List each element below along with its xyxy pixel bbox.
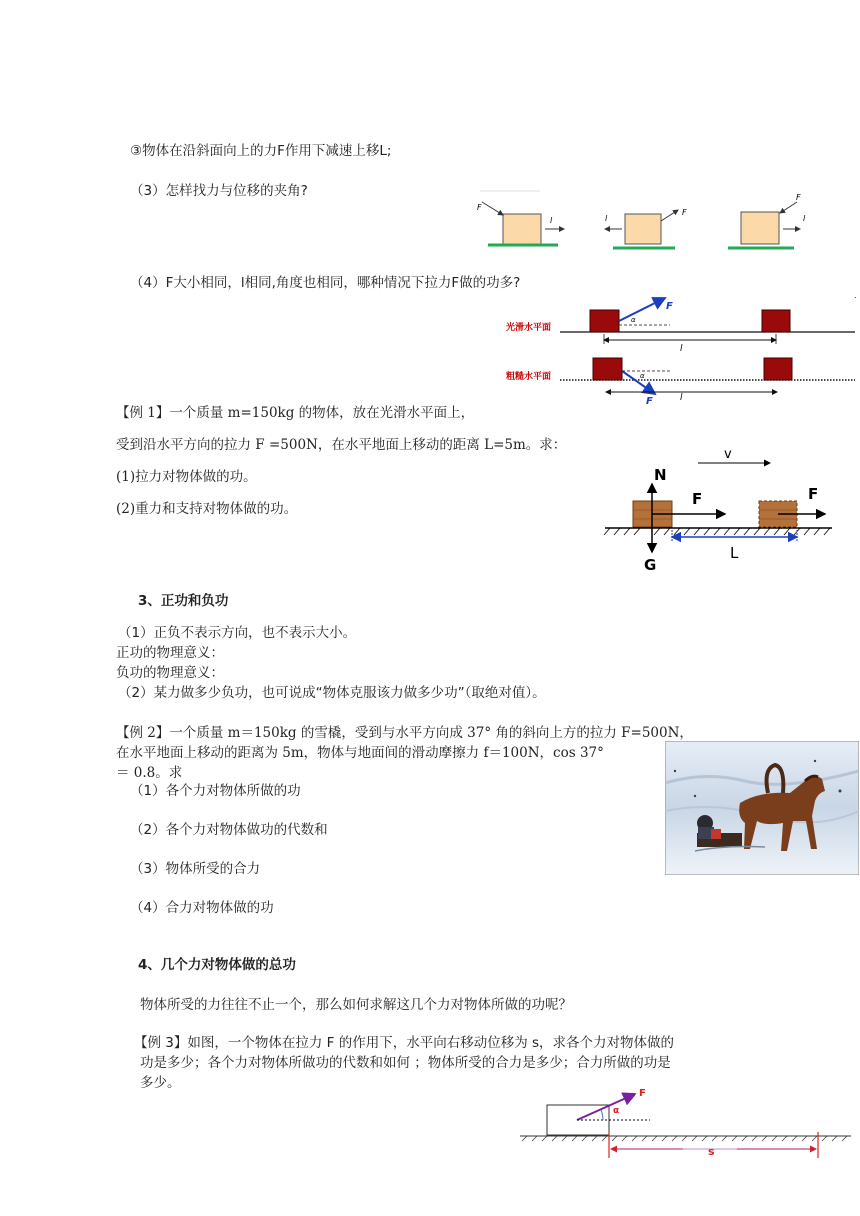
force-label: F (682, 208, 687, 217)
force-arrow (780, 202, 797, 213)
force-angle-figure (470, 188, 820, 254)
displacement-label: l (605, 214, 608, 223)
smooth-rough-figure (500, 288, 860, 406)
force-label: F (639, 1088, 646, 1099)
displacement-label: l (680, 393, 683, 403)
force-label: F (646, 396, 653, 406)
text-line: （1）各个力对物体所做的功 (130, 783, 301, 799)
force-arrow (622, 371, 655, 394)
force-label: F (666, 301, 673, 312)
displacement-label: l (550, 216, 553, 225)
block (741, 212, 779, 244)
smooth-surface-label: 光滑水平面 (506, 323, 552, 333)
displacement-label: l (803, 214, 806, 223)
force-displacement-figure (515, 1082, 855, 1162)
rough-surface-label: 粗糙水平面 (506, 372, 552, 382)
force-label: F (692, 490, 703, 508)
block (593, 358, 622, 380)
text-line: 物体所受的力往往不止一个，那么如何求解这几个力对物体所做的功呢？ (140, 997, 572, 1013)
text-line: ＝ 0.8。求 (116, 765, 183, 781)
force-arrow (619, 298, 665, 321)
example-3-title: 【例 3】如图，一个物体在拉力 F 的作用下，水平向右移动位移为 s，求各个力对物体做的 (134, 1035, 675, 1051)
block (590, 310, 619, 332)
block (625, 214, 661, 244)
text-line: （2）某力做多少负功，也可说成“物体克服该力做多少功”（取绝对值）。 (118, 685, 546, 701)
text-line: （1）正负不表示方向，也不表示大小。 (118, 625, 357, 641)
force-label: F (477, 203, 482, 212)
section-heading: 4、几个力对物体做的总功 (138, 957, 296, 973)
normal-force-label: N (654, 466, 667, 484)
angle-label: α (640, 372, 645, 380)
displacement-label: l (680, 344, 683, 354)
displacement-label: L (730, 544, 739, 562)
gravity-label: G (644, 556, 657, 574)
velocity-label: v (724, 447, 732, 462)
text-line: 在水平地面上移动的距离为 5m，物体与地面间的滑动摩擦力 f＝100N，cos 37° (116, 745, 604, 761)
block (764, 358, 792, 380)
block (503, 214, 541, 244)
text-line: （4）F大小相同，l相同,角度也相同，哪种情况下拉力F做的功多? (130, 275, 521, 291)
angle-label: α (631, 316, 636, 324)
text-line: 功是多少；各个力对物体所做功的代数和如何 ；物体所受的合力是多少；合力所做的功是 (140, 1055, 671, 1071)
text-line: （3）怎样找力与位移的夹角? (130, 183, 308, 199)
force-label: F (808, 485, 819, 503)
svg-text:.: . (854, 291, 857, 300)
text-line: （3）物体所受的合力 (130, 861, 261, 877)
text-line: (1)拉力对物体做的功。 (116, 469, 257, 485)
text-line: 负功的物理意义： (116, 665, 224, 681)
angle-label: α (613, 1106, 620, 1116)
text-line: （4）合力对物体做的功 (130, 900, 274, 916)
displacement-label: s (708, 1145, 715, 1158)
force-arrow (661, 210, 678, 221)
text-line: (2)重力和支持对物体做的功。 (116, 501, 298, 517)
forces-figure (600, 440, 840, 575)
text-line: （2）各个力对物体做功的代数和 (130, 822, 328, 838)
text-line: 多少。 (140, 1075, 181, 1091)
text-line: ③物体在沿斜面向上的力F作用下减速上移L; (130, 143, 392, 159)
example-1-title: 【例 1】一个质量 m=150kg 的物体，放在光滑水平面上， (116, 405, 475, 421)
force-label: F (796, 193, 801, 202)
sled-horse-photo (665, 741, 859, 875)
block (762, 310, 790, 332)
text-line: 受到沿水平方向的拉力 F =500N，在水平地面上移动的距离 L=5m。求： (116, 437, 567, 453)
force-arrow (482, 202, 503, 215)
example-2-title: 【例 2】一个质量 m＝150kg 的雪橇，受到与水平方向成 37° 角的斜向上方的拉力 F=500N， (116, 725, 693, 741)
text-line: 正功的物理意义： (116, 645, 224, 661)
section-heading: 3、正功和负功 (138, 593, 229, 609)
